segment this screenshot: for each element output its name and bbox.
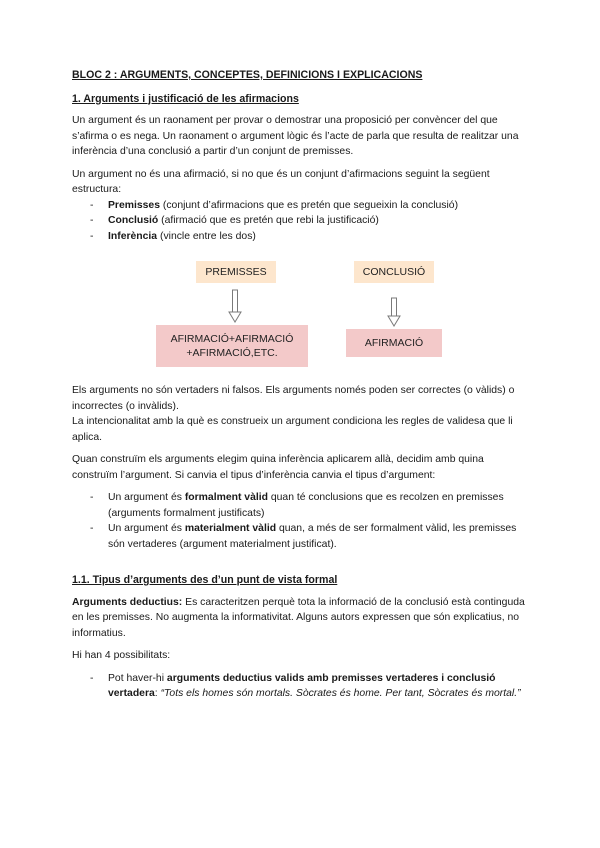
list-item-pre: Un argument és xyxy=(108,523,185,534)
list-item-desc: (afirmació que es pretén que rebi la justificació) xyxy=(158,215,379,226)
document-content xyxy=(72,68,530,709)
afirmacions-box xyxy=(156,325,308,367)
validity-list xyxy=(72,490,530,552)
afirmacions-line-1: AFIRMACIÓ+AFIRMACIÓ xyxy=(170,333,294,345)
premisses-box xyxy=(196,261,276,283)
list-item-post: quan té conclusions que es recolzen en premisses (arguments formalment justificats) xyxy=(108,492,504,519)
conclusio-down-arrow-icon xyxy=(387,297,401,327)
deductius-desc: Es caracteritzen perquè tota la informació de la conclusió està continguda en les premisses. No augmenta la informativitat. Alguns autors expressen que són explicatius, no informatius. xyxy=(72,596,525,639)
list-item-term: arguments deductius valids amb premisses vertaderes i conclusió vertadera xyxy=(108,672,496,699)
afirmacio-box xyxy=(346,329,442,357)
document-title: BLOC 2 : ARGUMENTS, CONCEPTES, DEFINICIONS I EXPLICACIONS xyxy=(72,69,423,81)
argument-structure-diagram xyxy=(72,251,530,375)
list-item-term: formalment vàlid xyxy=(184,492,268,503)
list-item-pre: Un argument és xyxy=(108,492,185,503)
section-spacer xyxy=(72,559,530,573)
list-item xyxy=(72,213,530,229)
list-item-desc: (conjunt d’afirmacions que es pretén que segueixin la conclusió) xyxy=(160,199,459,211)
premisses-label: PREMISSES xyxy=(205,266,267,278)
list-item-term: Inferència xyxy=(108,230,158,242)
conclusio-box xyxy=(354,261,434,283)
section-1-paragraph-1: Un argument és un raonament per provar o demostrar una proposició per convèncer del que s’afirma o es nega. Un raonament o argument lògic és l’acte de parla que resulta de realitzar una inferència d’una conclusió a partir d’un conjunt de premisses. xyxy=(72,115,519,157)
section-1-heading: 1. Arguments i justificació de les afirmacions xyxy=(72,92,299,105)
list-item-term: materialment vàlid xyxy=(184,523,277,534)
conclusio-label: CONCLUSIÓ xyxy=(362,266,426,278)
list-item-term: Conclusió xyxy=(108,215,159,226)
list-item-term: Premisses xyxy=(108,199,160,211)
possibilitats-list xyxy=(72,671,530,702)
section-1-paragraph-3b: La intencionalitat amb la què es construeix un argument condiciona les regles de validesa que li aplica. xyxy=(72,416,513,443)
list-item xyxy=(72,490,530,521)
section-1-paragraph-2: Un argument no és una afirmació, si no que és un conjunt d’afirmacions seguint la següent estructura: xyxy=(72,168,490,195)
afirmacions-line-2: +AFIRMACIÓ,ETC. xyxy=(186,347,278,359)
structure-list xyxy=(72,198,530,245)
deductius-term: Arguments deductius: xyxy=(72,596,183,608)
section-1-paragraph-4: Quan construïm els arguments elegim quina inferència aplicarem allà, decidim amb quina construïm l’argument. Si canvia el tipus d’inferència canvia el tipus d’argument: xyxy=(72,454,484,481)
list-item xyxy=(72,671,530,702)
section-1-paragraph-3a: Els arguments no són vertaders ni falsos. Els arguments només poden ser correctes (o vàlids) o incorrectes (o invàlids). xyxy=(72,385,515,412)
list-item xyxy=(72,229,530,245)
list-item-pre: Pot haver-hi xyxy=(108,672,167,684)
premisses-down-arrow-icon xyxy=(228,289,242,323)
list-item xyxy=(72,521,530,552)
section-1-1-heading: 1.1. Tipus d’arguments des d’un punt de vista formal xyxy=(72,574,338,586)
possibilitats-paragraph: Hi han 4 possibilitats: xyxy=(72,650,171,661)
deductius-paragraph xyxy=(72,595,530,642)
afirmacio-label: AFIRMACIÓ xyxy=(364,337,424,349)
list-item xyxy=(72,198,530,214)
list-item-post: quan, a més de ser formalment vàlid, les premisses són vertaderes (argument materialment justificat). xyxy=(108,523,517,550)
list-item-colon: : xyxy=(154,688,161,699)
list-item-desc: (vincle entre les dos) xyxy=(157,230,256,242)
list-item-example: “Tots els homes són mortals. Sòcrates és home. Per tant, Sòcrates és mortal.” xyxy=(160,688,521,699)
